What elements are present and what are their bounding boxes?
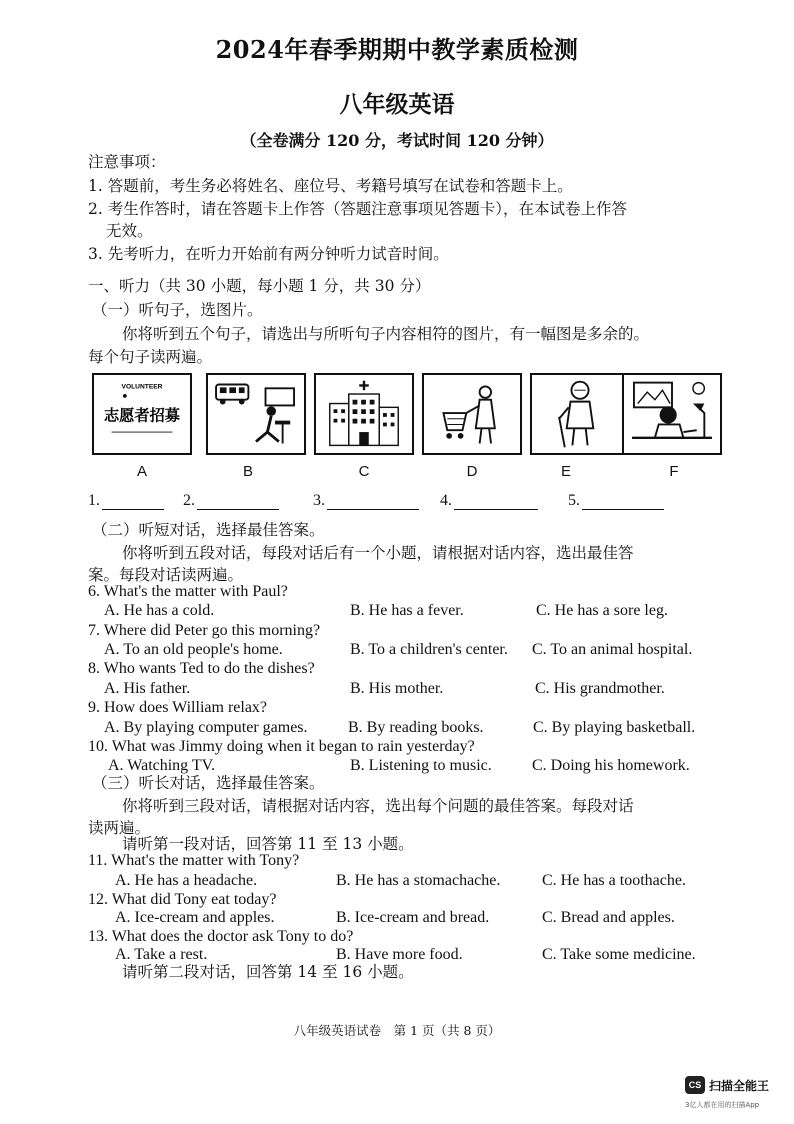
sec2-instructions: 你将听到五段对话，每段对话后有一个小题，请根据对话内容，选出最佳答 xyxy=(122,544,634,562)
question-8: 8. Who wants Ted to do the dishes? xyxy=(88,660,315,677)
q6-option-a[interactable]: A. He has a cold. xyxy=(104,602,215,619)
q9-option-c[interactable]: C. By playing basketball. xyxy=(533,719,696,736)
picture-label-c: C xyxy=(358,463,370,480)
sec2-instructions-cont: 案。每段对话读两遍。 xyxy=(88,566,244,584)
q10-option-b[interactable]: B. Listening to music. xyxy=(350,757,492,774)
q6-option-c[interactable]: C. He has a sore leg. xyxy=(536,602,668,619)
q12-option-c[interactable]: C. Bread and apples. xyxy=(542,909,675,926)
volunteer-poster-icon xyxy=(94,375,190,453)
picture-d xyxy=(422,373,522,455)
q13-option-c[interactable]: C. Take some medicine. xyxy=(542,946,696,963)
question-7: 7. Where did Peter go this morning? xyxy=(88,622,321,639)
woman-with-cart-icon xyxy=(424,375,520,453)
picture-e xyxy=(530,373,630,455)
answer-blank-4[interactable] xyxy=(440,492,538,510)
q10-option-c[interactable]: C. Doing his homework. xyxy=(532,757,690,774)
sec1-instructions: 你将听到五个句子，请选出与所听句子内容相符的图片，有一幅图是多余的。 xyxy=(122,325,650,343)
question-11: 11. What's the matter with Tony? xyxy=(88,852,300,869)
q13-option-b[interactable]: B. Have more food. xyxy=(336,946,463,963)
q12-option-a[interactable]: A. Ice-cream and apples. xyxy=(115,909,275,926)
notes-item-2-cont: 无效。 xyxy=(106,222,153,240)
picture-label-e: E xyxy=(560,463,571,480)
q10-option-a[interactable]: A. Watching TV. xyxy=(108,757,216,774)
sec1-instructions-cont: 每个句子读两遍。 xyxy=(88,348,213,366)
q9-option-b[interactable]: B. By reading books. xyxy=(348,719,484,736)
answer-blank-3[interactable] xyxy=(313,492,419,510)
sec3-instructions-cont: 读两遍。 xyxy=(88,819,151,837)
scanner-tagline: 3亿人都在用的扫描App xyxy=(685,1101,760,1109)
q13-option-a[interactable]: A. Take a rest. xyxy=(115,946,208,963)
picture-c xyxy=(314,373,414,455)
scanner-logo-icon: CS xyxy=(685,1076,705,1094)
notes-item-2: 2. 考生作答时，请在答题卡上作答（答题注意事项见答题卡），在本试卷上作答 xyxy=(88,200,627,218)
q11-option-b[interactable]: B. He has a stomachache. xyxy=(336,872,501,889)
notes-item-3: 3. 先考听力，在听力开始前有两分钟听力试音时间。 xyxy=(88,245,449,263)
notes-item-1: 1. 答题前，考生务必将姓名、座位号、考籍号填写在试卷和答题卡上。 xyxy=(88,177,573,195)
picture-label-d: D xyxy=(466,463,478,480)
q9-option-a[interactable]: A. By playing computer games. xyxy=(104,719,308,736)
blank-number: 5. xyxy=(568,492,580,509)
poster-caption: VOLUNTEER xyxy=(121,383,163,391)
q7-option-a[interactable]: A. To an old people's home. xyxy=(104,641,283,658)
picture-label-a: A xyxy=(136,463,147,480)
student-studying-icon xyxy=(624,375,720,453)
question-12: 12. What did Tony eat today? xyxy=(88,891,277,908)
sec3-heading: （三）听长对话，选择最佳答案。 xyxy=(92,774,325,792)
hospital-building-icon xyxy=(316,375,412,453)
page-footer: 八年级英语试卷 第 1 页（共 8 页） xyxy=(293,1023,501,1038)
picture-f xyxy=(622,373,722,455)
blank-number: 2. xyxy=(183,492,195,509)
answer-blank-2[interactable] xyxy=(183,492,279,510)
question-6: 6. What's the matter with Paul? xyxy=(88,583,288,600)
exam-subject: 八年级英语 xyxy=(339,91,455,118)
answer-blank-1[interactable] xyxy=(88,492,164,510)
q8-option-c[interactable]: C. His grandmother. xyxy=(535,680,665,697)
exam-info: （全卷满分 120 分，考试时间 120 分钟） xyxy=(240,131,554,150)
q7-option-c[interactable]: C. To an animal hospital. xyxy=(532,641,693,658)
q11-option-a[interactable]: A. He has a headache. xyxy=(115,872,258,889)
blank-number: 1. xyxy=(88,492,100,509)
question-9: 9. How does William relax? xyxy=(88,699,268,716)
answer-blank-5[interactable] xyxy=(568,492,664,510)
q7-option-b[interactable]: B. To a children's center. xyxy=(350,641,508,658)
q12-option-b[interactable]: B. Ice-cream and bread. xyxy=(336,909,490,926)
sec3-instructions: 你将听到三段对话，请根据对话内容，选出每个问题的最佳答案。每段对话 xyxy=(122,797,634,815)
old-person-with-cane-icon xyxy=(532,375,628,453)
q11-option-c[interactable]: C. He has a toothache. xyxy=(542,872,686,889)
dialog-1-intro: 请听第一段对话，回答第 11 至 13 小题。 xyxy=(122,835,414,853)
blank-number: 4. xyxy=(440,492,452,509)
question-13: 13. What does the doctor ask Tony to do? xyxy=(88,928,354,945)
question-10: 10. What was Jimmy doing when it began to rain yesterday? xyxy=(88,738,475,755)
notes-heading: 注意事项： xyxy=(88,153,166,171)
dialog-2-intro: 请听第二段对话，回答第 14 至 16 小题。 xyxy=(122,963,414,981)
scanner-name: 扫描全能王 xyxy=(709,1079,770,1093)
sec2-heading: （二）听短对话，选择最佳答案。 xyxy=(92,521,325,539)
sec1-heading: （一）听句子，选图片。 xyxy=(92,301,263,319)
blank-number: 3. xyxy=(313,492,325,509)
picture-a xyxy=(92,373,192,455)
poster-slogan: 志愿者招募 xyxy=(103,406,181,425)
exam-title: 2024年春季期期中教学素质检测 xyxy=(215,35,579,64)
q6-option-b[interactable]: B. He has a fever. xyxy=(350,602,464,619)
picture-label-f: F xyxy=(669,463,679,480)
q8-option-a[interactable]: A. His father. xyxy=(104,680,191,697)
picture-b xyxy=(206,373,306,455)
q8-option-b[interactable]: B. His mother. xyxy=(350,680,444,697)
bus-and-student-icon xyxy=(208,375,304,453)
picture-label-b: B xyxy=(242,463,253,480)
part1-heading: 一、听力（共 30 小题，每小题 1 分，共 30 分） xyxy=(88,277,431,295)
